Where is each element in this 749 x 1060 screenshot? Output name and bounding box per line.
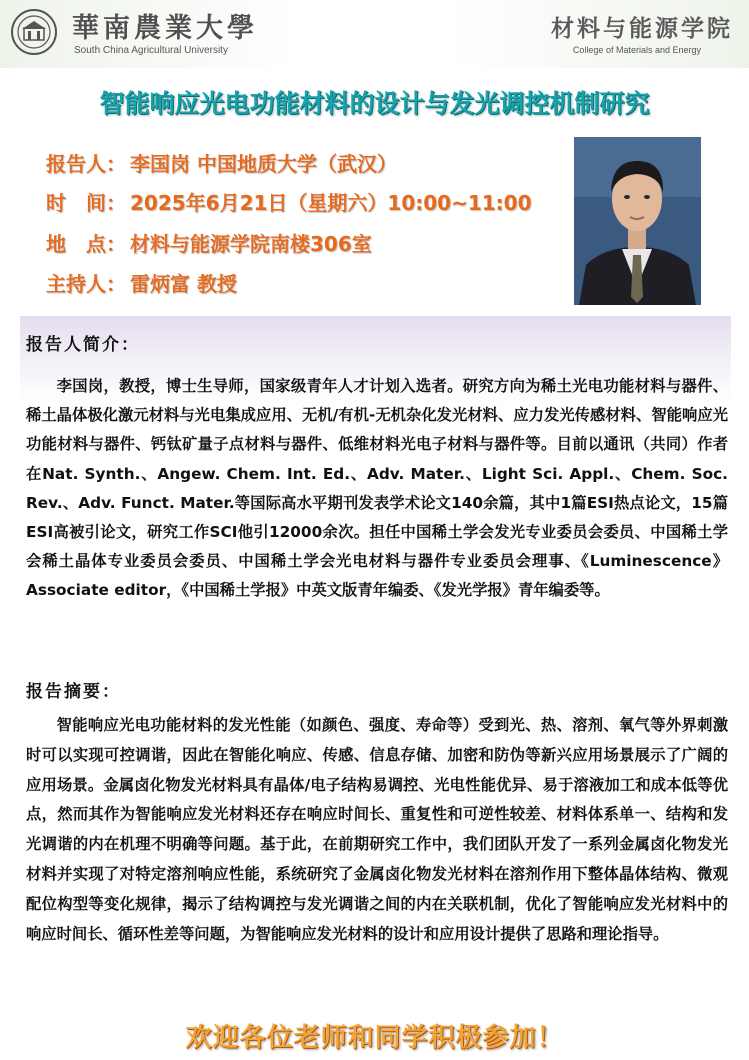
place-label: 地 点： — [46, 232, 126, 256]
abstract-text: 智能响应光电功能材料的发光性能（如颜色、强度、寿命等）受到光、热、溶剂、氧气等外界刺激时可以实现可控调谐，因此在智能化响应、传感、信息存储、加密和防伪等新兴应用场景展示了广阔的应用场景。金属卤化物发光材料具有晶体/电子结构易调控、光电性能优异、易于溶液加工和成本低等优点，然而其作为智能响应发光材料还存在响应时间长、重复性和可逆性较差、材料体系单一、结构和发光调谐的内在机理不明确等问题。基于此，在前期研究工作中，我们团队开发了一系列金属卤化物发光材料并实现了对特定溶剂响应性能，系统研究了金属卤化物发光材料在溶剂作用下整体晶体结构、微观配位构型等变化规律，揭示了结构调控与发光调谐之间的内在关联机制，优化了智能响应发光材料中的响应时间长、循环性差等问题，为智能响应发光材料的设计和应用设计提供了思路和理论指导。 — [26, 716, 728, 943]
speaker-line — [46, 148, 397, 177]
header-banner — [0, 0, 749, 68]
time-value: 2025年6月21日（星期六）10:00~11:00 — [130, 191, 532, 215]
speaker-label: 报告人： — [46, 152, 126, 176]
host-line — [46, 268, 237, 297]
university-seal-icon — [10, 8, 58, 56]
time-label: 时 间： — [46, 191, 126, 215]
bio-heading: 报告人简介： — [26, 335, 140, 355]
place-value: 材料与能源学院南楼306室 — [130, 232, 372, 256]
university-name: 華南農業大學 — [72, 13, 258, 44]
host-value: 雷炳富 教授 — [130, 272, 237, 296]
page-title: 智能响应光电功能材料的设计与发光调控机制研究 — [99, 89, 650, 118]
welcome-banner: 欢迎各位老师和同学积极参加！ — [185, 1023, 564, 1053]
host-label: 主持人： — [46, 272, 126, 296]
college-name: 材料与能源学院 — [551, 15, 733, 42]
place-line — [46, 228, 372, 257]
abstract-heading: 报告摘要： — [26, 682, 121, 702]
speaker-photo — [574, 137, 701, 305]
bio-text: 李国岗，教授，博士生导师，国家级青年人才计划入选者。研究方向为稀土光电功能材料与器件、稀土晶体极化激元材料与光电集成应用、无机/有机-无机杂化发光材料、应力发光传感材料、智能响应光功能材料与器件、钙钛矿量子点材料与器件、低维材料光电子材料与器件等。目前以通讯（共同）作者在Nat. Synth.、Angew. Chem. Int. Ed.、Adv. Mater.、Light Sci. Appl.、Chem. Soc. Rev.、Adv. Funct. Mater.等国际高水平期刊发表学术论文140余篇，其中1篇ESI热点论文，15篇ESI高被引论文，研究工作SCI他引12000余次。担任中国稀土学会发光专业委员会委员、中国稀土学会稀土晶体专业委员会委员、中国稀土学会光电材料与器件专业委员会理事、《Luminescence》Associate editor，《中国稀土学报》中英文版青年编委、《发光学报》青年编委等。 — [26, 377, 728, 600]
university-name-en: South China Agricultural University — [74, 45, 228, 56]
time-line — [46, 187, 532, 216]
speaker-value: 李国岗 中国地质大学（武汉） — [130, 152, 397, 176]
college-name-en: College of Materials and Energy — [572, 45, 701, 55]
